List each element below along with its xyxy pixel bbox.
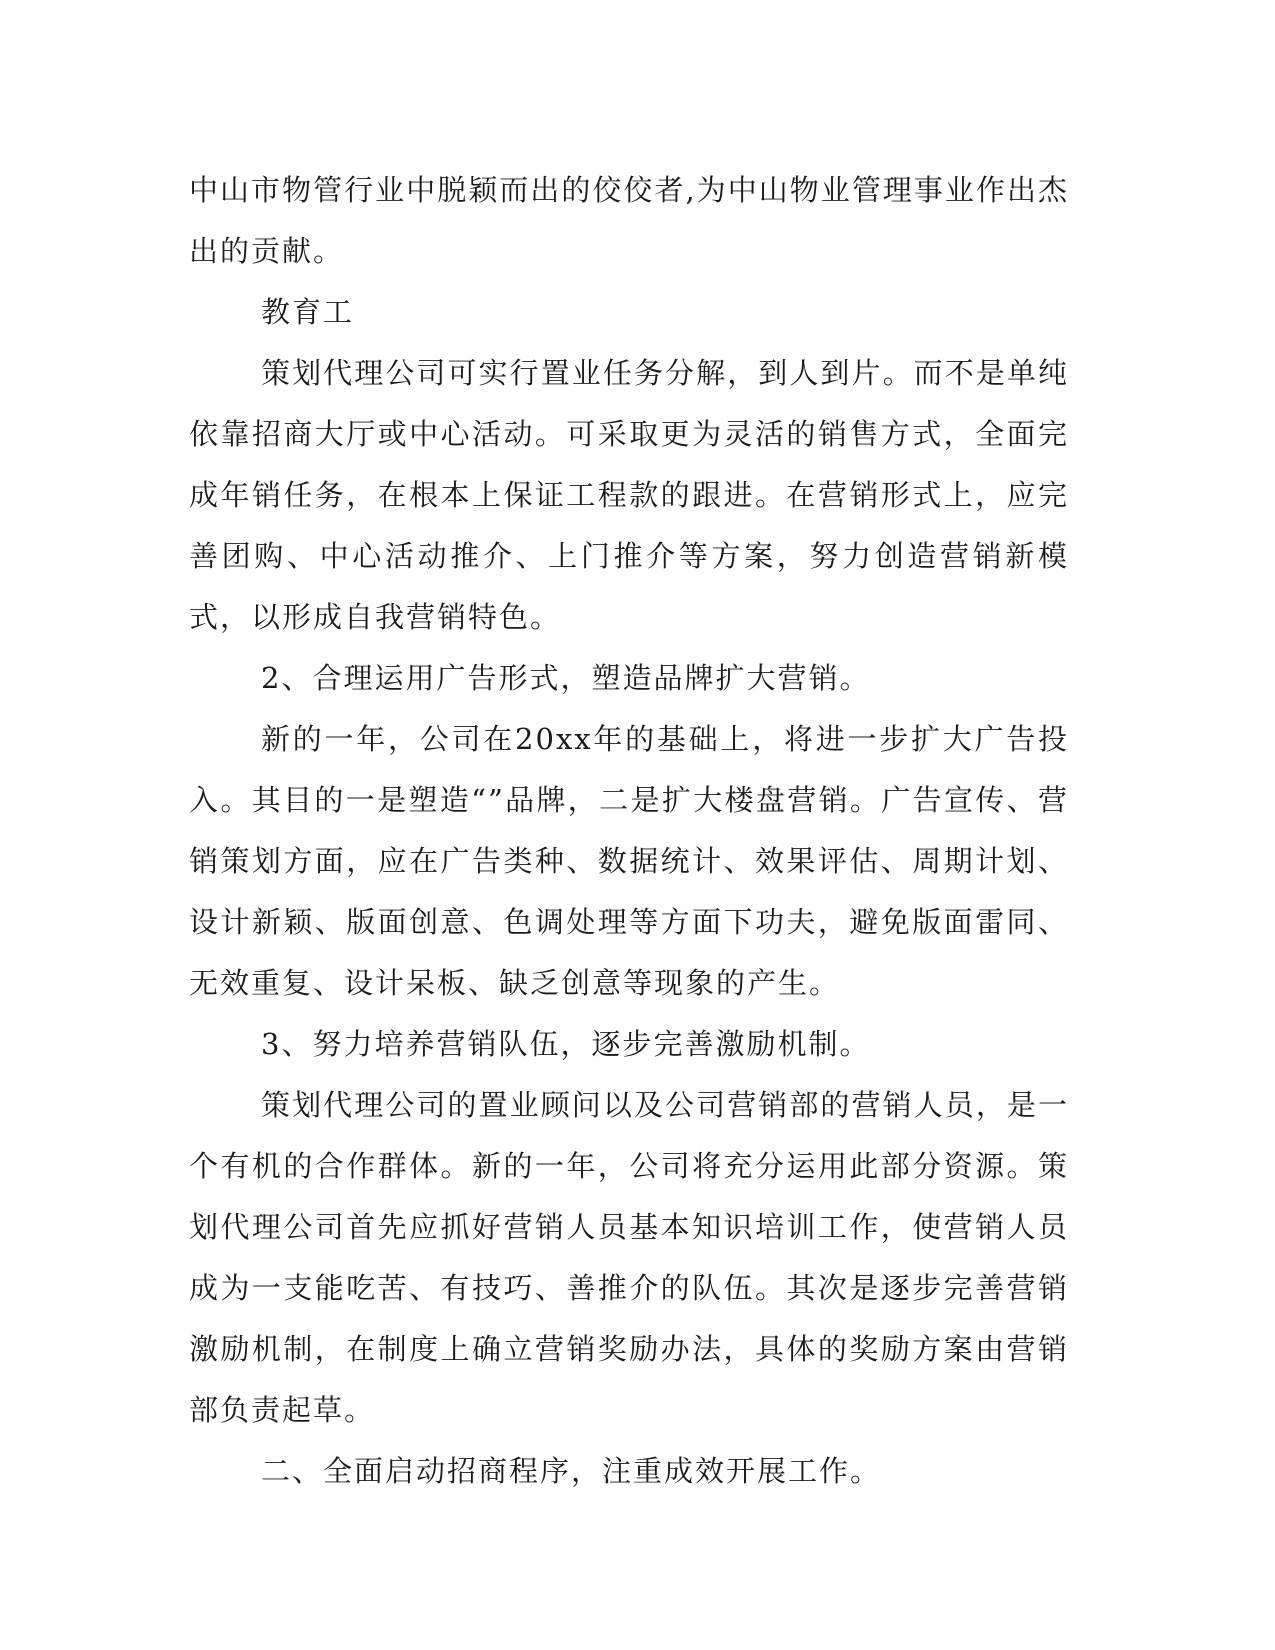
paragraph-continuation: 中山市物管行业中脱颖而出的佼佼者,为中山物业管理事业作出杰出的贡献。 bbox=[189, 173, 1069, 268]
paragraph-sales-tasks: 策划代理公司可实行置业任务分解，到人到片。而不是单纯依靠招商大厅或中心活动。可采取更为灵活的销售方式，全面完成年销任务，在根本上保证工程款的跟进。在营销形式上，应完善团购、中心活动推介、上门推介等方案，努力创造营销新模式，以形成自我营销特色。 bbox=[189, 356, 1069, 634]
section-heading-advertising: 2、合理运用广告形式，塑造品牌扩大营销。 bbox=[261, 661, 871, 695]
paragraph-sales-team: 策划代理公司的置业顾问以及公司营销部的营销人员，是一个有机的合作群体。新的一年，公司将充分运用此部分资源。策划代理公司首先应抓好营销人员基本知识培训工作，使营销人员成为一支能吃苦、有技巧、善推介的队伍。其次是逐步完善营销激励机制，在制度上确立营销奖励办法，具体的奖励方案由营销部负责起草。 bbox=[189, 1088, 1069, 1427]
paragraph-heading-education: 教育工 bbox=[261, 295, 355, 329]
paragraph-advertising: 新的一年，公司在20xx年的基础上，将进一步扩大广告投入。其目的一是塑造“”品牌，二是扩大楼盘营销。广告宣传、营销策划方面，应在广告类种、数据统计、效果评估、周期计划、设计新颖、版面创意、色调处理等方面下功夫，避免版面雷同、无效重复、设计呆板、缺乏创意等现象的产生。 bbox=[189, 722, 1069, 1000]
document-body bbox=[189, 160, 1069, 1502]
section-heading-sales-team: 3、努力培养营销队伍，逐步完善激励机制。 bbox=[261, 1027, 871, 1061]
section-heading-investment: 二、全面启动招商程序，注重成效开展工作。 bbox=[261, 1454, 882, 1488]
